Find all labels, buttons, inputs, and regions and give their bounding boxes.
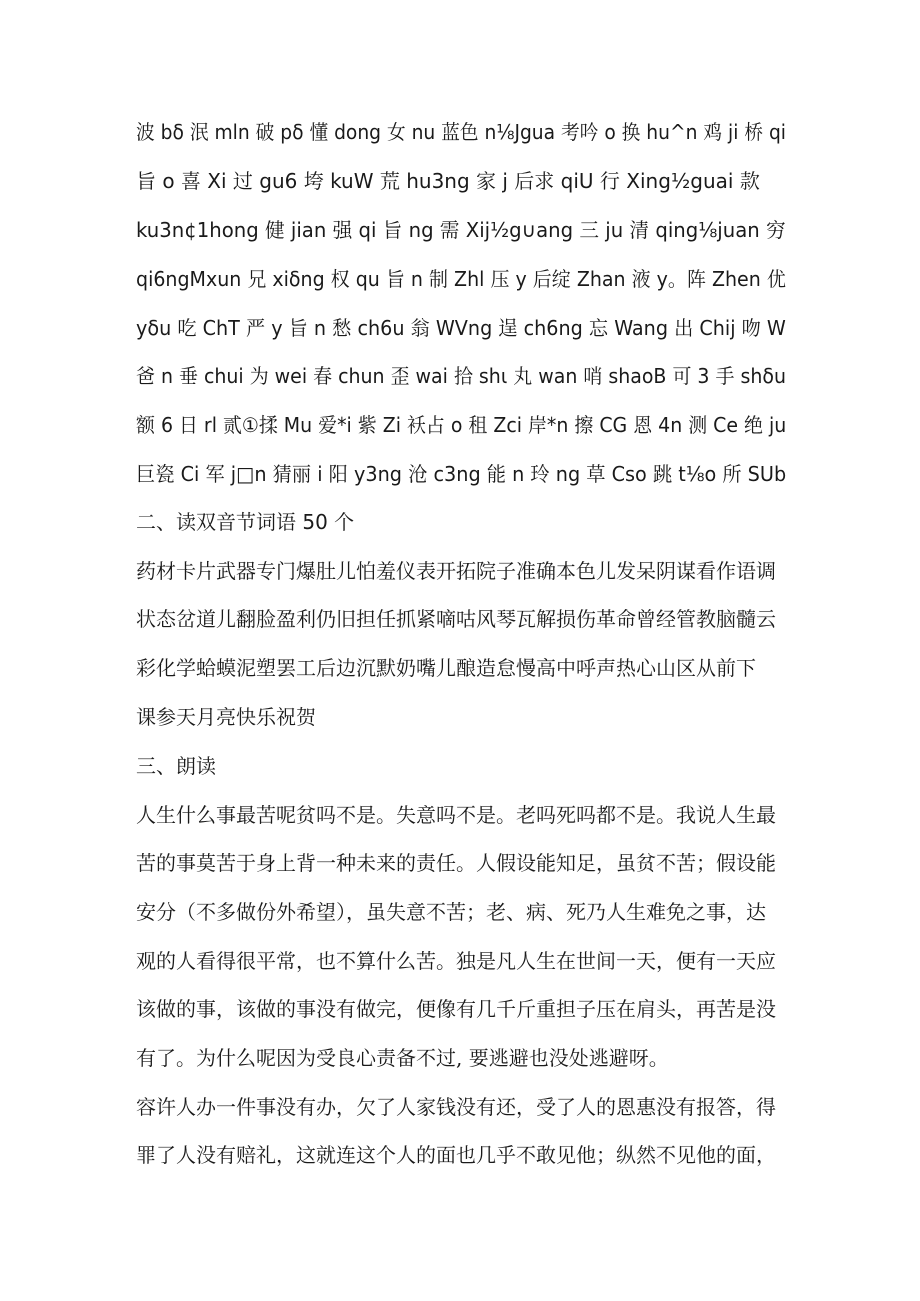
reading-paragraph-line: 观的人看得很平常，也不算什么苦。独是凡人生在世间一天，便有一天应 [136, 949, 776, 973]
reading-paragraph-line: 该做的事，该做的事没有做完，便像有几千斤重担子压在肩头，再苦是没 [136, 997, 776, 1021]
word-list-line: 彩化学蛤蟆泥塑罢工后边沉默奶嘴儿酿造怠慢高中呼声热心山区从前下 [136, 656, 756, 680]
pinyin-line: ku3n¢1hong 健 jian 强 qi 旨 ng 需 Xij½g∪ang 三 ju 清 qing⅛juan 穷 [136, 218, 786, 242]
pinyin-line: 巨瓷 Ci 军 j□n 猜丽 i 阳 y3ng 沧 c3ng 能 n 玲 ng 草 Cso 跳 t⅛o 所 SUb [136, 462, 787, 486]
section-heading-two-syllable-words: 二、读双音节词语 50 个 [136, 510, 355, 534]
section-heading-reading: 三、朗读 [136, 754, 216, 778]
reading-paragraph-line: 有了。为什么呢因为受良心责备不过, 要逃避也没处逃避呀。 [136, 1046, 669, 1070]
word-list-line: 课参天月亮快乐祝贺 [136, 705, 316, 729]
reading-paragraph-line: 罪了人没有赔礼，这就连这个人的面也几乎不敢见他；纵然不见他的面， [136, 1143, 776, 1167]
pinyin-line: 额 6 日 rl 贰①揉 Mu 爱*i 紫 Zi 袄占 o 租 Zci 岸*n 擦 CG 恩 4n 测 Ce 绝 ju [136, 413, 787, 437]
pinyin-line: yδu 吃 ChT 严 y 旨 n 愁 ch6u 翁 WVng 逞 ch6ng 忘 Wang 出 Chij 吻 W [136, 316, 786, 340]
pinyin-line: 旨 o 喜 Xi 过 gu6 垮 kuW 荒 hu3ng 家 j 后求 qiU 行 Xing½guai 款 [136, 169, 760, 193]
pinyin-line: qi6ngMxun 兄 xiδng 权 qu 旨 n 制 Zhl 压 y 后绽 Zhan 液 y。阵 Zhen 优 [136, 267, 786, 291]
reading-paragraph-line: 人生什么事最苦呢贫吗不是。失意吗不是。老吗死吗都不是。我说人生最 [136, 803, 776, 827]
reading-paragraph-line: 安分（不多做份外希望），虽失意不苦；老、病、死乃人生难免之事，达 [136, 900, 766, 924]
pinyin-line: 爸 n 垂 chui 为 wei 春 chun 歪 wai 拾 shι 丸 wan 哨 shaoB 可 3 手 shδu [136, 364, 786, 388]
word-list-line: 药材卡片武器专门爆肚儿怕羞仪表开拓院子准确本色儿发呆阴谋看作语调 [136, 559, 776, 583]
reading-paragraph-line: 苦的事莫苦于身上背一种未来的责任。人假设能知足，虽贫不苦；假设能 [136, 851, 776, 875]
word-list-line: 状态岔道儿翻脸盈利仍旧担任抓紧嘀咕风琴瓦解损伤革命曾经管教脑髓云 [136, 607, 776, 631]
pinyin-line: 波 bδ 泯 mln 破 pδ 懂 dong 女 nu 蓝色 n⅛Jgua 考吟 o 换 hu^n 鸡 ji 桥 qi [136, 120, 786, 144]
reading-paragraph-line: 容许人办一件事没有办，欠了人家钱没有还，受了人的恩惠没有报答，得 [136, 1095, 776, 1119]
